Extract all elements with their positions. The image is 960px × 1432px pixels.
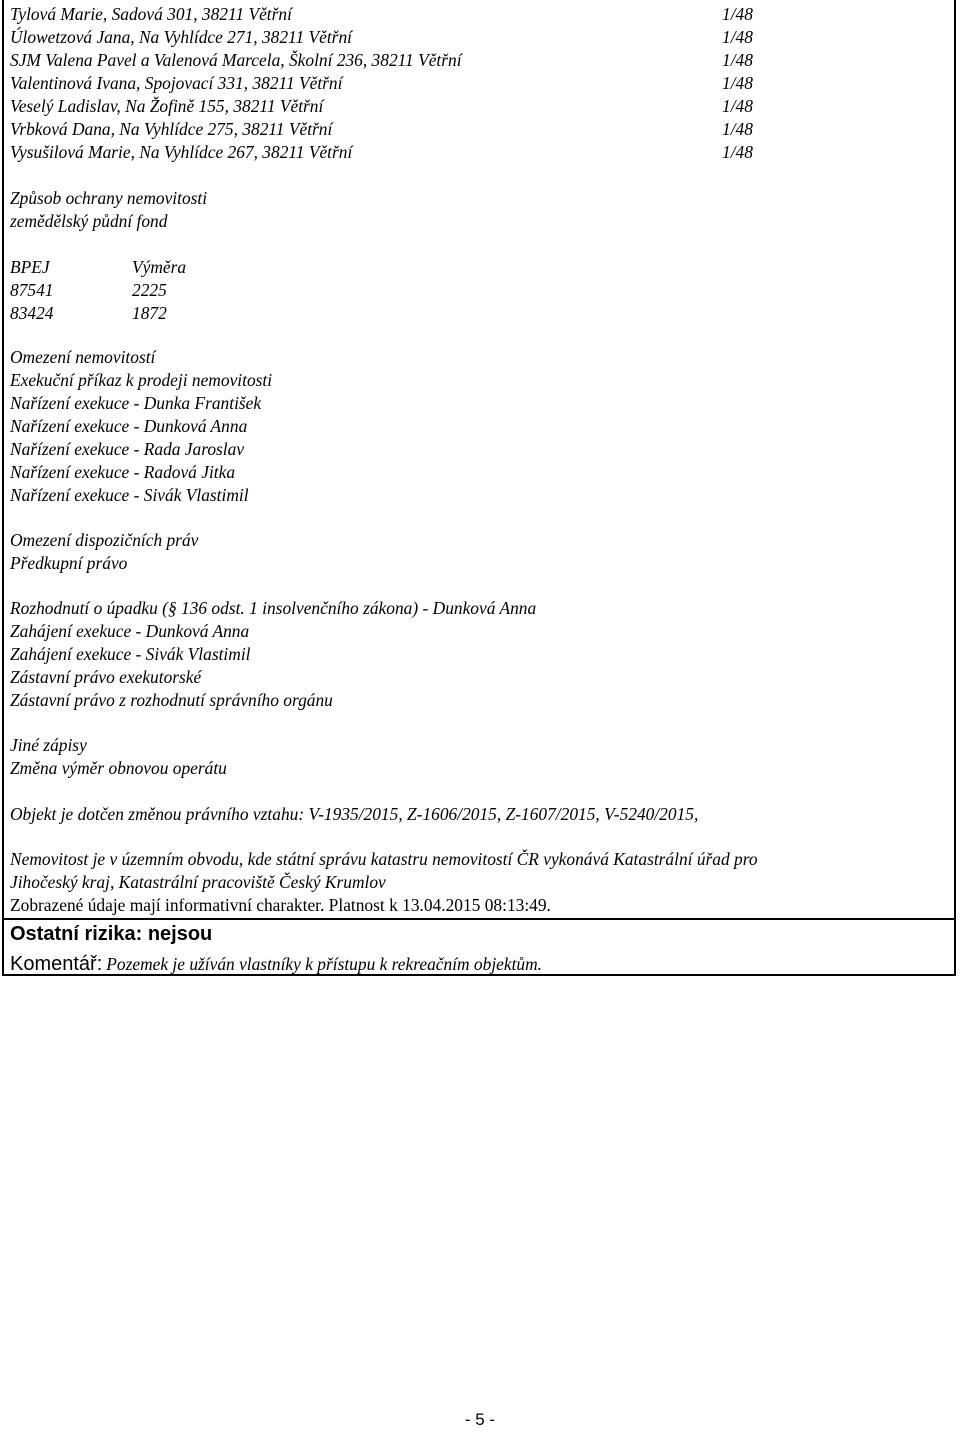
bpej-header: BPEJ: [10, 257, 50, 277]
jurisdiction-section: [10, 848, 758, 894]
owner-row: [4, 141, 954, 164]
other-records-heading: Jiné zápisy: [10, 735, 87, 755]
bpej-header-row: [10, 256, 310, 279]
restriction-item: Nařízení exekuce - Dunka František: [10, 393, 262, 413]
owner-share: 1/48: [722, 27, 753, 47]
comment-line: [10, 950, 542, 980]
disposal-section: [10, 529, 198, 575]
area-header: Výměra: [132, 257, 187, 277]
owner-name: Vrbková Dana, Na Vyhlídce 275, 38211 Větřní: [10, 119, 333, 139]
owner-row: [4, 118, 954, 141]
bpej-row: [10, 302, 310, 325]
owner-name: Veselý Ladislav, Na Žofině 155, 38211 Větřní: [10, 96, 324, 116]
restriction-item: Nařízení exekuce - Radová Jitka: [10, 462, 236, 482]
comment-label: Komentář:: [10, 953, 103, 975]
other-restriction-item: Zástavní právo exekutorské: [10, 667, 202, 687]
owner-name: SJM Valena Pavel a Valenová Marcela, Školní 236, 38211 Větřní: [10, 50, 462, 70]
owner-share: 1/48: [722, 4, 753, 24]
owner-row: [4, 3, 954, 26]
owner-name: Tylová Marie, Sadová 301, 38211 Větřní: [10, 4, 292, 24]
affected-by-text: Objekt je dotčen změnou právního vztahu: V-1935/2015, Z-1606/2015, Z-1607/2015, V-5240/2015,: [10, 804, 699, 824]
protection-heading: Způsob ochrany nemovitosti: [10, 188, 208, 208]
other-restrictions-section: [10, 597, 536, 712]
bpej-row: [10, 279, 310, 302]
restrictions-section: [10, 346, 272, 507]
other-restriction-item: Rozhodnutí o úpadku (§ 136 odst. 1 insolvenčního zákona) - Dunková Anna: [10, 598, 537, 618]
owner-name: Valentinová Ivana, Spojovací 331, 38211 Větřní: [10, 73, 343, 93]
other-records-section: [10, 734, 227, 780]
restriction-item: Exekuční příkaz k prodeji nemovitosti: [10, 370, 273, 390]
bpej-code: 83424: [10, 303, 54, 323]
other-restriction-item: Zástavní právo z rozhodnutí správního orgánu: [10, 690, 333, 710]
other-restriction-item: Zahájení exekuce - Sivák Vlastimil: [10, 644, 251, 664]
bpej-table: [10, 256, 310, 325]
other-restriction-item: Zahájení exekuce - Dunková Anna: [10, 621, 250, 641]
bpej-area: 1872: [132, 303, 167, 323]
bpej-area: 2225: [132, 280, 167, 300]
validity-note: Zobrazené údaje mají informativní charakter. Platnost k 13.04.2015 08:13:49.: [10, 895, 551, 915]
jurisdiction-line: Jihočeský kraj, Katastrální pracoviště Český Krumlov: [10, 872, 386, 892]
page-number: - 5 -: [464, 1410, 496, 1429]
owner-row: [4, 72, 954, 95]
owner-row: [4, 26, 954, 49]
owner-share: 1/48: [722, 119, 753, 139]
restrictions-heading: Omezení nemovitostí: [10, 347, 156, 367]
owner-share: 1/48: [722, 142, 753, 162]
bpej-code: 87541: [10, 280, 54, 300]
owners-list: [4, 3, 954, 164]
owner-share: 1/48: [722, 96, 753, 116]
comment-text: Pozemek je užíván vlastníky k přístupu k rekreačním objektům.: [106, 954, 543, 974]
other-risks-heading: Ostatní rizika: nejsou: [10, 923, 213, 945]
protection-section: [10, 187, 207, 233]
disposal-heading: Omezení dispozičních práv: [10, 530, 199, 550]
protection-value: zemědělský půdní fond: [10, 211, 168, 231]
owner-name: Vysušilová Marie, Na Vyhlídce 267, 38211 Větřní: [10, 142, 353, 162]
restriction-item: Nařízení exekuce - Sivák Vlastimil: [10, 485, 249, 505]
owner-name: Úlowetzová Jana, Na Vyhlídce 271, 38211 Větřní: [10, 27, 352, 47]
disposal-item: Předkupní právo: [10, 553, 128, 573]
owner-share: 1/48: [722, 73, 753, 93]
restriction-item: Nařízení exekuce - Rada Jaroslav: [10, 439, 245, 459]
owner-share: 1/48: [722, 50, 753, 70]
jurisdiction-line: Nemovitost je v územním obvodu, kde státní správu katastru nemovitostí ČR vykonává Katastrální úřad pro: [10, 849, 758, 869]
restriction-item: Nařízení exekuce - Dunková Anna: [10, 416, 248, 436]
owner-row: [4, 49, 954, 72]
document-frame: [2, 0, 956, 976]
owner-row: [4, 95, 954, 118]
other-record-item: Změna výměr obnovou operátu: [10, 758, 227, 778]
